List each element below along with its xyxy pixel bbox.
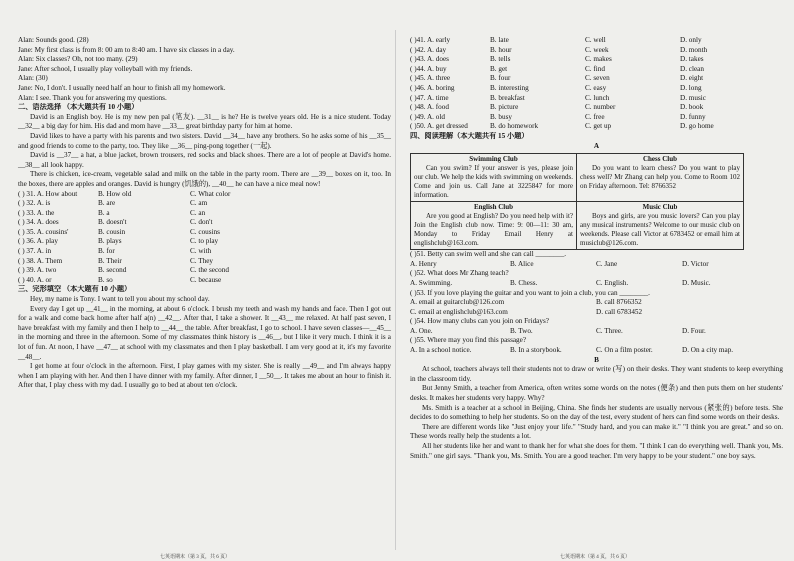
option-c: C. They — [190, 256, 214, 265]
option-b: B. a — [98, 208, 110, 217]
option-b: B. breakfast — [490, 93, 525, 102]
option-d: D. funny — [680, 112, 706, 121]
option-b: B. get — [490, 64, 508, 73]
question: ( ) 36. A. play — [18, 237, 58, 246]
option-c: C. seven — [585, 74, 610, 83]
swimming-club-ad — [411, 154, 577, 201]
question: ( )43. A. does — [410, 55, 449, 64]
club-title: Chess Club — [642, 155, 678, 164]
option-c: C. because — [190, 275, 222, 284]
option-c: C. Three. — [596, 326, 623, 335]
option-b: B. so — [98, 275, 113, 284]
question: ( )49. A. old — [410, 112, 445, 121]
question: ( )48. A. food — [410, 103, 449, 112]
question: ( ) 34. A. does — [18, 218, 59, 227]
question-53: ( )53. If you love playing the guitar and you want to join a club, you can ________. — [410, 288, 650, 297]
grammar-paragraph: David is an English boy. He is my new pen pal (笔友). __31__ is he? He is twelve years old. He is a nice student. Today __32__ a big day for him. His dad and mom have __33__ great birthday party for him at home. — [18, 112, 391, 131]
passage-b-paragraph: There are different words like "Just enjoy your life." "Study hard, and you can make it." "I think you are great." and so on. These words really help the students a lot. — [410, 422, 783, 441]
option-c: C. the second — [190, 266, 229, 275]
option-row — [410, 55, 783, 65]
option-c: C. week — [585, 45, 609, 54]
option-c: C. find — [585, 64, 605, 73]
cloze-paragraph: I get home at four o'clock in the afternoon. First, I play games with my sister. She is really __49__ and I'm always happy when I am playing with her. And then I have dinner with my family. After dinner, I __50__. It takes me about an hour to finish it. After that, I play chess with my dad. I usually go to bed at about ten o'clock. — [18, 362, 391, 390]
option-c: C. get up — [585, 122, 612, 131]
option-b: B. Chess. — [510, 278, 538, 287]
question: ( ) 38. A. Them — [18, 256, 63, 265]
section-title-grammar: 二、语法选择 （本大题共有 10 小题） — [18, 103, 139, 112]
option-c: C. number — [585, 103, 616, 112]
dialogue — [18, 36, 391, 103]
dialogue-line: Jane: My first class is from 8: 00 am to 8:40 am. I have six classes in a day. — [18, 45, 235, 54]
question: ( )44. A. buy — [410, 64, 447, 73]
option-row — [410, 94, 783, 104]
option-b: B. second — [98, 266, 127, 275]
question: ( ) 40. A. or — [18, 275, 52, 284]
option-d: D. takes — [680, 55, 704, 64]
option-b: B. hour — [490, 45, 512, 54]
option-row — [18, 237, 391, 247]
club-body: Are you good at English? Do you need help with it? Join the English club now. Time: 9: 00—11: 30 am, Monday to Friday Email Henry at englishclub@163.com. — [414, 212, 573, 248]
english-club-ad — [411, 202, 577, 249]
options-53-row2 — [410, 308, 783, 318]
option-row — [410, 103, 783, 113]
option-c: C. Jane — [596, 259, 618, 268]
chess-club-ad — [577, 154, 743, 201]
question: ( ) 37. A. in — [18, 247, 52, 256]
club-title: Music Club — [642, 203, 678, 212]
option-a: A. One. — [410, 326, 433, 335]
club-body: Boys and girls, are you music lovers? Can you play any musical instruments? Welcome to our music club on weekends. Please call Victor at 6783452 or email him at musiclub@126.com. — [580, 212, 740, 248]
option-d: D. On a city map. — [682, 346, 734, 355]
option-b: B. In a storybook. — [510, 346, 562, 355]
option-c: C. On a film poster. — [596, 346, 653, 355]
question-55: ( )55. Where may you find this passage? — [410, 336, 527, 345]
passage-b-paragraph: At school, teachers always tell their students not to draw or write (写) on their desks. They want students to keep everything in the classroom tidy. — [410, 365, 783, 383]
option-d: D. clean — [680, 64, 704, 73]
section-title-reading: 四、阅读理解（本大题共有 15 小题） — [410, 131, 529, 140]
options-55 — [410, 346, 783, 356]
option-b: B. call 8766352 — [596, 298, 642, 307]
option-c: C. makes — [585, 55, 612, 64]
music-club-ad — [577, 202, 743, 249]
grammar-paragraph: There is chicken, ice-cream, vegetable salad and milk on the table in the party room. There are __39__ boxes on it, too. In the boxes, there are apples and oranges. David is hungry (饥饿的), __40__ he can have a nice meal now! — [18, 170, 391, 188]
question: ( ) 31. A. How about — [18, 189, 78, 198]
option-b: B. Two. — [510, 326, 533, 335]
club-ads-table — [410, 153, 744, 250]
option-d: D. month — [680, 45, 708, 54]
option-c: C. English. — [596, 278, 629, 287]
options-51 — [410, 260, 783, 270]
option-b: B. are — [98, 199, 116, 208]
option-row — [18, 228, 391, 238]
option-row — [410, 84, 783, 94]
grammar-options — [18, 190, 391, 286]
option-row — [18, 276, 391, 286]
dialogue-line: Alan: Six classes? Oh, not too many. (29) — [18, 55, 138, 64]
option-c: C. cousins — [190, 227, 220, 236]
question: ( )46. A. boring — [410, 83, 455, 92]
option-b: B. busy — [490, 112, 512, 121]
option-c: C. What color — [190, 189, 231, 198]
option-row — [18, 266, 391, 276]
option-a: A. In a school notice. — [410, 346, 472, 355]
options-53-row1 — [410, 298, 783, 308]
cloze-paragraph: Hey, my name is Tony. I want to tell you about my school day. — [30, 295, 210, 304]
option-c: C. free — [585, 112, 605, 121]
option-row — [18, 190, 391, 200]
question-52: ( )52. What does Mr Zhang teach? — [410, 269, 509, 278]
option-c: C. easy — [585, 83, 607, 92]
option-d: D. Victor — [682, 259, 709, 268]
option-d: D. only — [680, 36, 702, 44]
section-title-cloze: 三、完形填空 （本大题有 10 小题） — [18, 285, 132, 294]
passage-a-label: A — [593, 141, 600, 150]
option-a: A. Henry — [410, 259, 437, 268]
club-body: Do you want to learn chess? Do you want to play chess well? Mr Zhang can help you. Come to Room 102 on Friday afternoon. Tel: 8766352 — [580, 164, 740, 191]
page-footer-left: 七英语期末（第 3 页，共 6 页） — [160, 555, 231, 560]
option-row — [18, 247, 391, 257]
option-d: D. call 6783452 — [596, 307, 643, 316]
option-c: C. lunch — [585, 93, 610, 102]
passage-b-paragraph: All her students like her and want to thank her for what she does for them. "I think I can do everything well. Thank you, Ms. Smith." one girl says. "Thank you, Ms. Smith. You are a good teacher. I'm very happy to be your student." one boy says. — [410, 442, 783, 460]
passage-b-label: B — [594, 355, 599, 364]
option-b: B. Their — [98, 256, 122, 265]
option-c: C. well — [585, 36, 606, 44]
option-d: D. book — [680, 103, 704, 112]
options-54 — [410, 327, 783, 337]
ads-row — [411, 154, 743, 201]
question: ( )41. A. early — [410, 36, 451, 44]
option-row — [410, 36, 783, 46]
option-d: D. go home — [680, 122, 714, 131]
dialogue-line: Jane: After school, I usually play volleyball with my friends. — [18, 64, 193, 73]
option-d: D. music — [680, 93, 706, 102]
question-51: ( )51. Betty can swim well and she can call ________. — [410, 250, 567, 259]
option-b: B. plays — [98, 237, 122, 246]
option-row — [18, 218, 391, 228]
page-footer-right: 七英语期末（第 4 页，共 6 页） — [560, 555, 631, 560]
option-b: B. cousin — [98, 227, 126, 236]
cloze-paragraph: Every day I get up __41__ in the morning, at about 6 o'clock. I brush my teeth and wash my hands and face. Then I got out for a walk and come back home after half a(n) __42__. After that, I take a shower. It __43__ me relaxed. At half past seven, I have breakfast with my family and then I help to __44__ the table. After breakfast, I go to school. I have seven classes—__45__ in the morning and three in the afternoon. Some of my classmates think history is __46__, but I like it very much. I think it is a lot of fun. At noon, I have __47__ at school with my classmates and then I play basketball. I am very good at it, it's my favorite __48__. — [18, 304, 391, 361]
option-b: B. late — [490, 36, 509, 44]
option-row — [410, 113, 783, 123]
question-54: ( )54. How many clubs can you join on Fridays? — [410, 317, 549, 326]
dialogue-line: Alan: Sounds good. (28) — [18, 36, 89, 44]
option-b: B. do homework — [490, 122, 539, 131]
reading-questions — [410, 250, 783, 356]
option-c: C. am — [190, 199, 208, 208]
option-b: B. How old — [98, 189, 132, 198]
options-52 — [410, 279, 783, 289]
option-d: D. Four. — [682, 326, 706, 335]
center-divider — [395, 30, 396, 550]
option-b: B. for — [98, 247, 115, 256]
club-title: English Club — [473, 203, 514, 212]
option-b: B. four — [490, 74, 511, 83]
question: ( )45. A. three — [410, 74, 451, 83]
option-c: C. an — [190, 208, 206, 217]
club-title: Swimming Club — [469, 155, 518, 164]
option-b: B. interesting — [490, 83, 529, 92]
question: ( )42. A. day — [410, 45, 447, 54]
dialogue-line: Alan: I see. Thank you for answering my questions. — [18, 93, 167, 102]
option-d: D. long — [680, 83, 702, 92]
dialogue-line: Jane: No, I don't. I usually need half an hour to finish all my homework. — [18, 83, 226, 92]
club-body: Can you swim? If your answer is yes, please join our club. We help the kids with swimming on weekends. Come and join us. Call Jane at 3225847 for more information. — [414, 164, 573, 200]
option-row — [410, 74, 783, 84]
option-b: B. tells — [490, 55, 511, 64]
option-row — [18, 209, 391, 219]
option-row — [410, 122, 783, 132]
right-page — [410, 36, 783, 461]
option-c: C. email at englishclub@163.com — [410, 307, 508, 316]
question: ( ) 32. A. is — [18, 199, 51, 208]
option-a: A. email at guitarclub@126.com — [410, 298, 505, 307]
option-row — [410, 65, 783, 75]
option-c: C. to play — [190, 237, 219, 246]
option-b: B. doesn't — [98, 218, 127, 227]
left-page — [18, 36, 391, 391]
question: ( )50. A. get dressed — [410, 122, 468, 131]
option-row — [18, 199, 391, 209]
option-d: D. Music. — [682, 278, 711, 287]
option-a: A. Swimming. — [410, 278, 453, 287]
question: ( ) 39. A. two — [18, 266, 57, 275]
question: ( ) 33. A. the — [18, 208, 55, 217]
option-c: C. don't — [190, 218, 213, 227]
ads-row — [411, 201, 743, 249]
option-b: B. picture — [490, 103, 519, 112]
option-c: C. with — [190, 247, 212, 256]
option-row — [18, 257, 391, 267]
cloze-options — [410, 36, 783, 132]
grammar-paragraph: David is __37__ a hat, a blue jacket, brown trousers, red socks and black shoes. There are a lot of people at David's home. __38__ all look happy. — [18, 151, 391, 169]
question: ( ) 35. A. cousins' — [18, 227, 69, 236]
option-d: D. eight — [680, 74, 704, 83]
dialogue-line: Alan: (30) — [18, 74, 48, 83]
passage-b-paragraph: But Jenny Smith, a teacher from America, often writes some words on the notes (便条) and then puts them on her students' desks. It makes her students very happy. Why? — [410, 384, 783, 403]
option-b: B. Alice — [510, 259, 534, 268]
option-row — [410, 46, 783, 56]
grammar-paragraph: David likes to have a party with his parents and two sisters. David __34__ have any brothers. So he asks some of his __35__ and good friends to come to the party, too. They like __36__ ping-pong together (一起). — [18, 131, 391, 150]
question: ( )47. A. time — [410, 93, 449, 102]
passage-b-paragraph: Ms. Smith is a teacher at a school in Beijing, China. She finds her students are usually nervous (紧张的) before tests. She decides to do something to help her students. So on the day of the test, every student of hers can find some words on their desks. — [410, 403, 783, 422]
